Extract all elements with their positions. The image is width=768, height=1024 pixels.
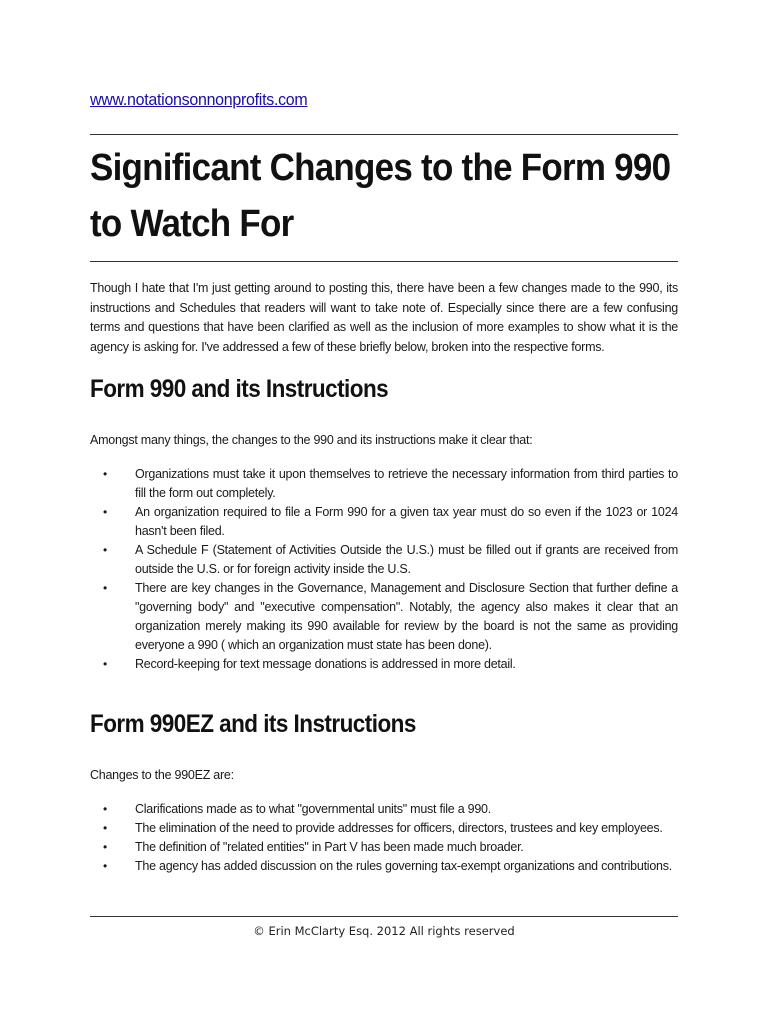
list-item-text: There are key changes in the Governance, Management and Disclosure Section that further define a "governing body" and "executive compensation". Notably, the agency also makes it clear that an organization merely making its 990 available for review by the board is not the same as providing everyone a 990 ( which an organization must state has been done). [135, 581, 678, 652]
bullet-glyph: • [103, 802, 107, 816]
divider-footer [90, 916, 678, 917]
list-item-text: The definition of "related entities" in Part V has been made much broader. [135, 840, 524, 854]
bullet-glyph: • [103, 840, 107, 854]
intro-paragraph: Though I hate that I'm just getting around to posting this, there have been a few changes made to the 990, its instructions and Schedules that readers will want to take note of. Especially since there are a few confusing terms and questions that have been clarified as well as the inclusion of more examples to show what it is the agency is asking for. I've addressed a few of these briefly below, broken into the respective forms. [90, 281, 678, 354]
bullet-glyph: • [103, 581, 107, 595]
list-item [90, 819, 678, 838]
site-link[interactable]: www.notationsonnonprofits.com [90, 90, 308, 109]
list-item [90, 503, 678, 541]
divider-top [90, 134, 678, 135]
bullet-glyph: • [103, 467, 107, 481]
list-item-text: The agency has added discussion on the rules governing tax-exempt organizations and contributions. [135, 859, 672, 873]
section-heading-990ez: Form 990EZ and its Instructions [90, 710, 416, 738]
list-item-text: The elimination of the need to provide addresses for officers, directors, trustees and key employees. [135, 821, 663, 835]
list-item [90, 655, 678, 674]
list-item [90, 857, 678, 876]
title-line-2: to Watch For [90, 203, 294, 245]
title-line-1: Significant Changes to the Form 990 [90, 147, 671, 189]
bullet-glyph: • [103, 821, 107, 835]
bullet-glyph: • [103, 505, 107, 519]
bullet-list-990 [90, 465, 678, 674]
list-item-text: Record-keeping for text message donations is addressed in more detail. [135, 657, 516, 671]
bullet-glyph: • [103, 657, 107, 671]
section-lead-990: Amongst many things, the changes to the 990 and its instructions make it clear that: [90, 433, 533, 447]
bullet-glyph: • [103, 543, 107, 557]
list-item-text: Clarifications made as to what "governmental units" must file a 990. [135, 802, 491, 816]
list-item [90, 800, 678, 819]
divider-title [90, 261, 678, 262]
list-item-text: Organizations must take it upon themselves to retrieve the necessary information from third parties to fill the form out completely. [135, 467, 678, 500]
list-item [90, 838, 678, 857]
bullet-glyph: • [103, 859, 107, 873]
list-item-text: A Schedule F (Statement of Activities Outside the U.S.) must be filled out if grants are received from outside the U.S. or for foreign activity inside the U.S. [135, 543, 678, 576]
section-heading-990: Form 990 and its Instructions [90, 375, 389, 403]
list-item [90, 465, 678, 503]
section-lead-990ez: Changes to the 990EZ are: [90, 768, 234, 782]
list-item [90, 579, 678, 655]
list-item-text: An organization required to file a Form 990 for a given tax year must do so even if the 1023 or 1024 hasn't been filed. [135, 505, 678, 538]
list-item [90, 541, 678, 579]
bullet-list-990ez [90, 800, 678, 876]
page-title [90, 140, 679, 252]
copyright-footer: © Erin McClarty Esq. 2012 All rights reserved [253, 924, 515, 938]
